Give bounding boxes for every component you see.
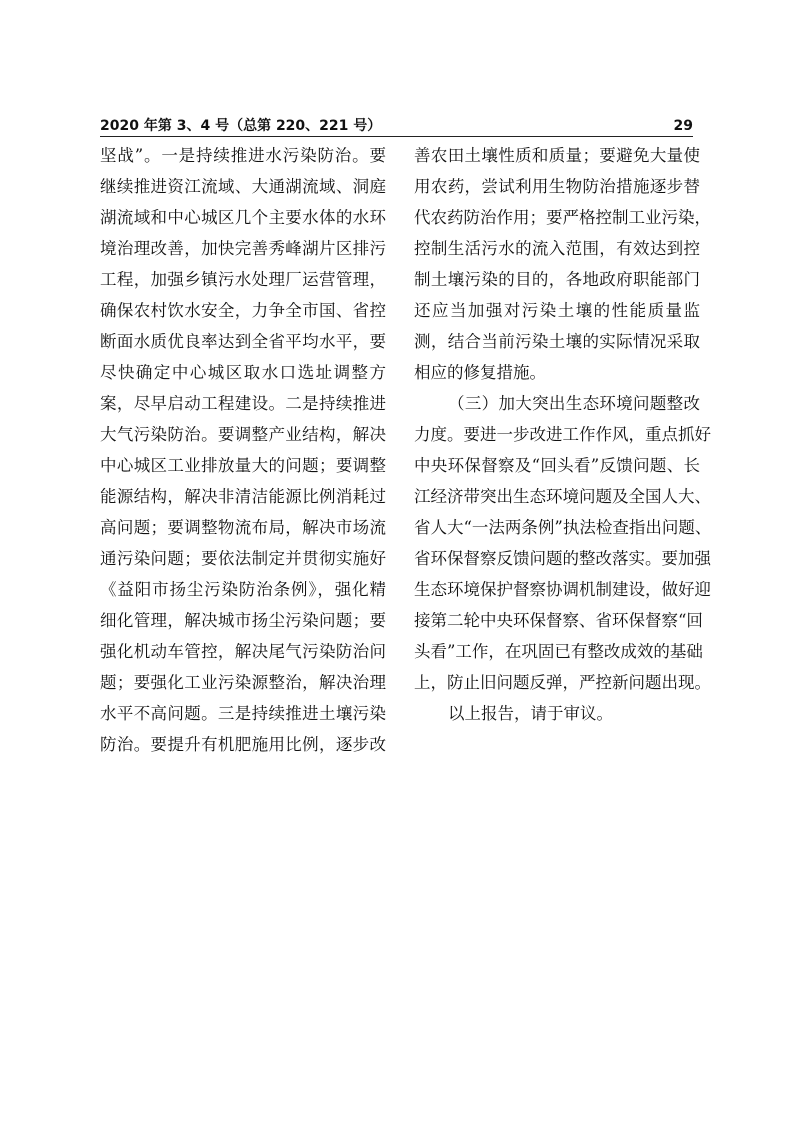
text-line: 中央环保督察及“回头看”反馈问题、长 [414, 456, 700, 475]
text-line: 力度。要进一步改进工作作风，重点抓好 [414, 425, 711, 444]
text-line: 接第二轮中央环保督察、省环保督察“回 [414, 611, 703, 630]
right-column [414, 140, 712, 729]
text-line: 还应当加强对污染土壤的性能质量监 [414, 301, 700, 320]
text-line: （三）加大突出生态环境问题整改 [448, 394, 700, 413]
text-line: 案，尽早启动工程建设。二是持续推进 [100, 394, 386, 413]
text-line: 防治。要提升有机肥施用比例，逐步改 [100, 735, 386, 754]
text-line: 确保农村饮水安全，力争全市国、省控 [100, 301, 386, 320]
text-line: 大气污染防治。要调整产业结构，解决 [100, 425, 386, 444]
text-line: 头看”工作，在巩固已有整改成效的基础 [414, 642, 703, 661]
left-column [100, 140, 386, 760]
text-line: 代农药防治作用；要严格控制工业污染， [414, 208, 711, 227]
header-rule [100, 136, 693, 137]
text-line: 控制生活污水的流入范围，有效达到控 [414, 239, 700, 258]
text-line: 境治理改善，加快完善秀峰湖片区排污 [100, 239, 386, 258]
text-line: 强化机动车管控，解决尾气污染防治问 [100, 642, 386, 661]
page-number: 29 [673, 118, 693, 134]
text-line: 相应的修复措施。 [414, 363, 546, 382]
text-line: 测，结合当前污染土壤的实际情况采取 [414, 332, 700, 351]
text-line: 省环保督察反馈问题的整改落实。要加强 [414, 549, 711, 568]
text-line: 用农药，尝试利用生物防治措施逐步替 [414, 177, 700, 196]
text-line: 通污染问题；要依法制定并贯彻实施好 [100, 549, 386, 568]
text-line: 题；要强化工业污染源整治，解决治理 [100, 673, 386, 692]
text-line: 江经济带突出生态环境问题及全国人大、 [414, 487, 711, 506]
text-line: 省人大“一法两条例”执法检查指出问题、 [414, 518, 712, 537]
text-line: 湖流域和中心城区几个主要水体的水环 [100, 208, 386, 227]
text-line: 坚战”。一是持续推进水污染防治。要 [100, 146, 386, 165]
text-line: 以上报告，请于审议。 [448, 704, 613, 723]
text-line: 上，防止旧问题反弹，严控新问题出现。 [414, 673, 711, 692]
text-line: 尽快确定中心城区取水口选址调整方 [100, 363, 386, 382]
text-line: 断面水质优良率达到全省平均水平，要 [100, 332, 386, 351]
text-line: 水平不高问题。三是持续推进土壤污染 [100, 704, 386, 723]
text-line: 中心城区工业排放量大的问题；要调整 [100, 456, 386, 475]
issue-label: 2020 年第 3、4 号（总第 220、221 号） [100, 118, 382, 134]
text-line: 生态环境保护督察协调机制建设，做好迎 [414, 580, 711, 599]
text-line: 能源结构，解决非清洁能源比例消耗过 [100, 487, 386, 506]
text-line: 工程，加强乡镇污水处理厂运营管理， [100, 270, 386, 289]
text-line: 制土壤污染的目的，各地政府职能部门 [414, 270, 700, 289]
text-line: 细化管理，解决城市扬尘污染问题；要 [100, 611, 386, 630]
text-line: 高问题；要调整物流布局，解决市场流 [100, 518, 386, 537]
text-line: 善农田土壤性质和质量；要避免大量使 [414, 146, 700, 165]
text-line: 继续推进资江流域、大通湖流域、洞庭 [100, 177, 386, 196]
text-line: 《益阳市扬尘污染防治条例》，强化精 [100, 580, 386, 599]
